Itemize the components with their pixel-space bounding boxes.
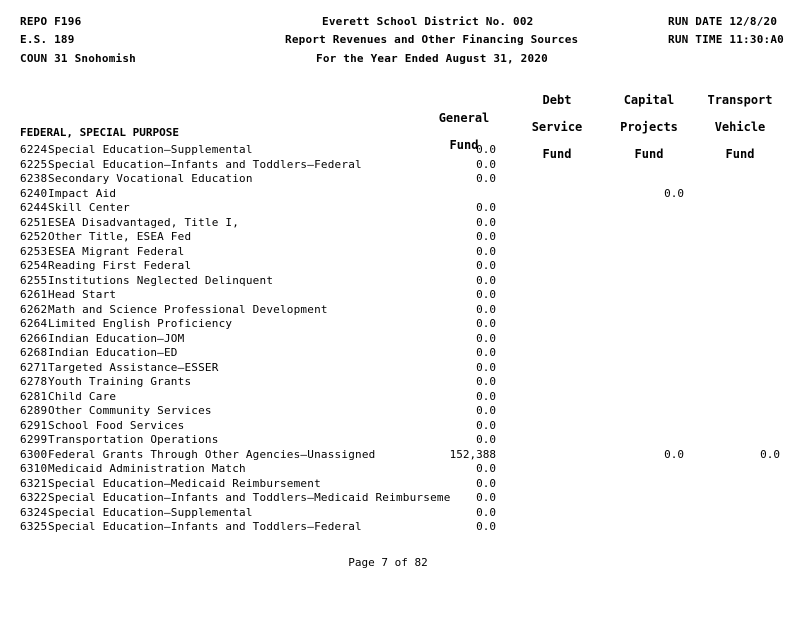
row-description: Federal Grants Through Other Agencies—Unassigned [48,448,376,461]
row-code: 6264 [20,317,48,330]
column-header-line: Projects [620,120,678,134]
row-code: 6281 [20,390,48,403]
row-code: 6299 [20,433,48,446]
row-description: ESEA Disadvantaged, Title I, [48,216,240,229]
row-code: 6324 [20,506,48,519]
report-id: E.S. 189 [20,33,75,46]
row-value: 0.0 [476,245,496,258]
row-value: 0.0 [476,419,496,432]
row-description: Secondary Vocational Education [48,172,253,185]
row-value: 0.0 [664,187,684,200]
row-description: School Food Services [48,419,185,432]
row-description: Targeted Assistance—ESSER [48,361,219,374]
column-header-transport-vehicle-fund [696,78,784,168]
column-header-line: Capital [623,93,675,107]
row-code: 6224 [20,143,48,156]
row-description: Special Education—Supplemental [48,506,253,519]
run-time: RUN TIME 11:30:A0 [668,33,784,46]
run-date: RUN DATE 12/8/20 [668,15,778,28]
row-code: 6300 [20,448,48,461]
row-value: 0.0 [476,201,496,214]
row-description: Skill Center [48,201,130,214]
county: COUN 31 Snohomish [20,52,136,65]
row-code: 6238 [20,172,48,185]
column-header-line: Fund [634,147,664,161]
row-value: 152,388 [449,448,496,461]
row-value: 0.0 [664,448,684,461]
row-description: Medicaid Administration Match [48,462,246,475]
row-code: 6271 [20,361,48,374]
row-code: 6310 [20,462,48,475]
row-code: 6253 [20,245,48,258]
column-header-line: Debt [542,93,572,107]
column-header-debt-service-fund [520,78,594,168]
column-header-line: Fund [542,147,572,161]
row-code: 6278 [20,375,48,388]
row-code: 6266 [20,332,48,345]
row-value: 0.0 [476,375,496,388]
row-value: 0.0 [476,433,496,446]
column-header-line: General [438,111,490,125]
row-code: 6251 [20,216,48,229]
row-code: 6289 [20,404,48,417]
column-header-capital-projects-fund [612,78,686,168]
row-code: 6244 [20,201,48,214]
row-value: 0.0 [476,361,496,374]
row-value: 0.0 [476,303,496,316]
row-code: 6322 [20,491,48,504]
column-header-line: Service [531,120,583,134]
row-value: 0.0 [476,520,496,533]
row-description: Limited English Proficiency [48,317,233,330]
row-description: Indian Education—JOM [48,332,185,345]
report-code: REPO F196 [20,15,82,28]
column-header-line: Fund [449,138,479,152]
row-value: 0.0 [476,506,496,519]
column-header-line: Vehicle [714,120,766,134]
row-value: 0.0 [476,404,496,417]
district-name: Everett School District No. 002 [322,15,534,28]
section-title: FEDERAL, SPECIAL PURPOSE [20,126,179,139]
row-value: 0.0 [476,390,496,403]
row-description: Special Education—Medicaid Reimbursement [48,477,321,490]
row-description: Transportation Operations [48,433,219,446]
row-description: ESEA Migrant Federal [48,245,185,258]
row-description: Child Care [48,390,117,403]
row-value: 0.0 [476,259,496,272]
row-value: 0.0 [476,172,496,185]
row-code: 6254 [20,259,48,272]
report-period: For the Year Ended August 31, 2020 [316,52,548,65]
row-value: 0.0 [476,274,496,287]
row-code: 6225 [20,158,48,171]
row-code: 6240 [20,187,48,200]
row-description: Indian Education—ED [48,346,178,359]
column-header-line: Transport [707,93,773,107]
row-value: 0.0 [476,491,496,504]
row-description: Special Education—Infants and Toddlers—Federal [48,520,362,533]
row-code: 6268 [20,346,48,359]
row-description: Special Education—Infants and Toddlers—Medicaid Reimburseme [48,491,451,504]
row-value: 0.0 [476,216,496,229]
row-code: 6262 [20,303,48,316]
row-value: 0.0 [760,448,780,461]
page-number: Page 7 of 82 [348,556,428,569]
row-description: Special Education—Infants and Toddlers—Federal [48,158,362,171]
row-value: 0.0 [476,230,496,243]
row-description: Special Education—Supplemental [48,143,253,156]
row-description: Youth Training Grants [48,375,192,388]
row-description: Head Start [48,288,117,301]
row-description: Institutions Neglected Delinquent [48,274,274,287]
row-description: Other Community Services [48,404,212,417]
row-code: 6321 [20,477,48,490]
row-value: 0.0 [476,143,496,156]
row-value: 0.0 [476,288,496,301]
row-value: 0.0 [476,332,496,345]
row-value: 0.0 [476,346,496,359]
row-description: Other Title, ESEA Fed [48,230,192,243]
row-code: 6261 [20,288,48,301]
row-description: Reading First Federal [48,259,192,272]
row-code: 6252 [20,230,48,243]
row-code: 6291 [20,419,48,432]
row-description: Impact Aid [48,187,117,200]
row-description: Math and Science Professional Development [48,303,328,316]
report-title: Report Revenues and Other Financing Sources [285,33,579,46]
row-code: 6325 [20,520,48,533]
row-value: 0.0 [476,317,496,330]
row-code: 6255 [20,274,48,287]
row-value: 0.0 [476,477,496,490]
row-value: 0.0 [476,462,496,475]
column-header-line: Fund [725,147,755,161]
row-value: 0.0 [476,158,496,171]
